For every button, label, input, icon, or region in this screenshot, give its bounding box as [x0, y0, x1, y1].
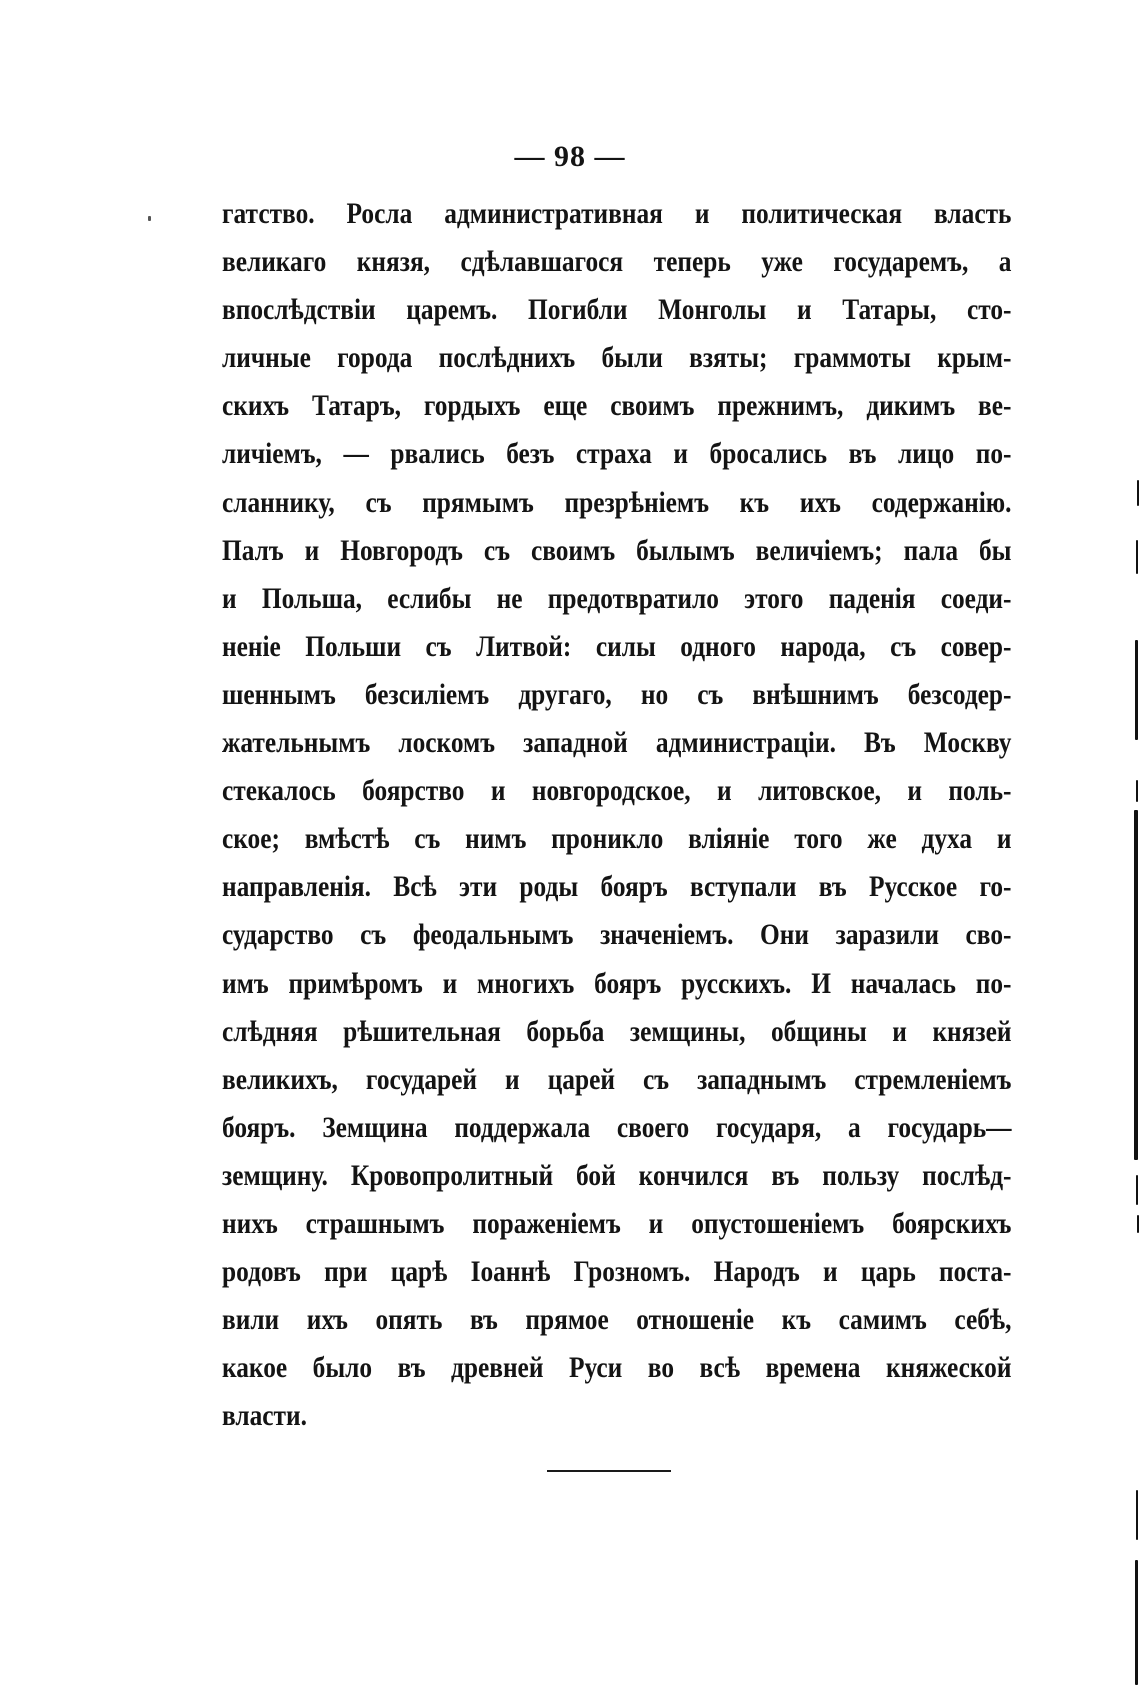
page-number: — 98 — [514, 140, 626, 173]
text-line: нихъ страшнымъ пораженіемъ и опустошеніемъ боярскихъ [222, 1207, 1012, 1240]
text-line: стекалось боярство и новгородское, и литовское, и поль- [222, 775, 1012, 808]
stray-mark [148, 216, 151, 221]
text-line: личные города послѣднихъ были взяты; граммоты крым- [222, 342, 1012, 375]
text-line: Палъ и Новгородъ съ своимъ былымъ величіемъ; пала бы [222, 534, 1012, 567]
text-line: шеннымъ безсиліемъ другаго, но съ внѣшнимъ безсодер- [222, 678, 1012, 711]
binding-shadow-mark [1137, 480, 1139, 506]
text-line: земщину. Кровопролитный бой кончился въ пользу послѣд- [222, 1159, 1012, 1192]
text-line: родовъ при царѣ Іоаннѣ Грозномъ. Народъ и царь поста- [222, 1256, 1012, 1289]
binding-shadow-mark [1136, 1175, 1138, 1205]
text-line: великихъ, государей и царей съ западнымъ стремленіемъ [222, 1063, 1012, 1096]
text-line: великаго князя, сдѣлавшагося теперь уже государемъ, а [222, 246, 1012, 279]
text-line: какое было въ древней Руси во всѣ времена княжеской [222, 1352, 1012, 1385]
text-line: и Польша, еслибы не предотвратило этого паденія соеди- [222, 582, 1012, 615]
text-line: жательнымъ лоскомъ западной администраціи. Въ Москву [222, 727, 1012, 760]
text-line: сударство съ феодальнымъ значеніемъ. Они заразили сво- [222, 919, 1012, 952]
body-text [222, 190, 1012, 1440]
text-line: направленія. Всѣ эти роды бояръ вступали въ Русское го- [222, 871, 1012, 904]
text-line: неніе Польши съ Литвой: силы одного народа, съ совер- [222, 630, 1012, 663]
text-line: впослѣдствіи царемъ. Погибли Монголы и Татары, сто- [222, 294, 1012, 327]
binding-shadow-mark [1135, 1560, 1138, 1685]
binding-shadow-mark [1137, 1215, 1139, 1233]
text-line: вили ихъ опять въ прямое отношеніе къ самимъ себѣ, [222, 1304, 1012, 1337]
text-line: власти. [222, 1400, 307, 1433]
text-line: ское; вмѣстѣ съ нимъ проникло вліяніе того же духа и [222, 823, 1012, 856]
binding-shadow-mark [1136, 1490, 1138, 1540]
binding-shadow-mark [1135, 640, 1138, 740]
text-line: личіемъ, — рвались безъ страха и бросались въ лицо по- [222, 438, 1012, 471]
binding-shadow-mark [1136, 780, 1138, 802]
section-end-rule [547, 1470, 671, 1472]
text-line: слѣдняя рѣшительная борьба земщины, общины и князей [222, 1015, 1012, 1048]
binding-shadow-mark [1136, 540, 1138, 574]
binding-shadow-mark [1134, 810, 1138, 1160]
text-line: имъ примѣромъ и многихъ бояръ русскихъ. И началась по- [222, 967, 1012, 1000]
text-line: сланнику, съ прямымъ презрѣніемъ къ ихъ содержанію. [222, 486, 1012, 519]
text-line: бояръ. Земщина поддержала своего государя, а государь— [222, 1111, 1012, 1144]
text-line: гатство. Росла административная и политическая власть [222, 198, 1012, 230]
text-line: скихъ Татаръ, гордыхъ еще своимъ прежнимъ, дикимъ ве- [222, 390, 1012, 423]
